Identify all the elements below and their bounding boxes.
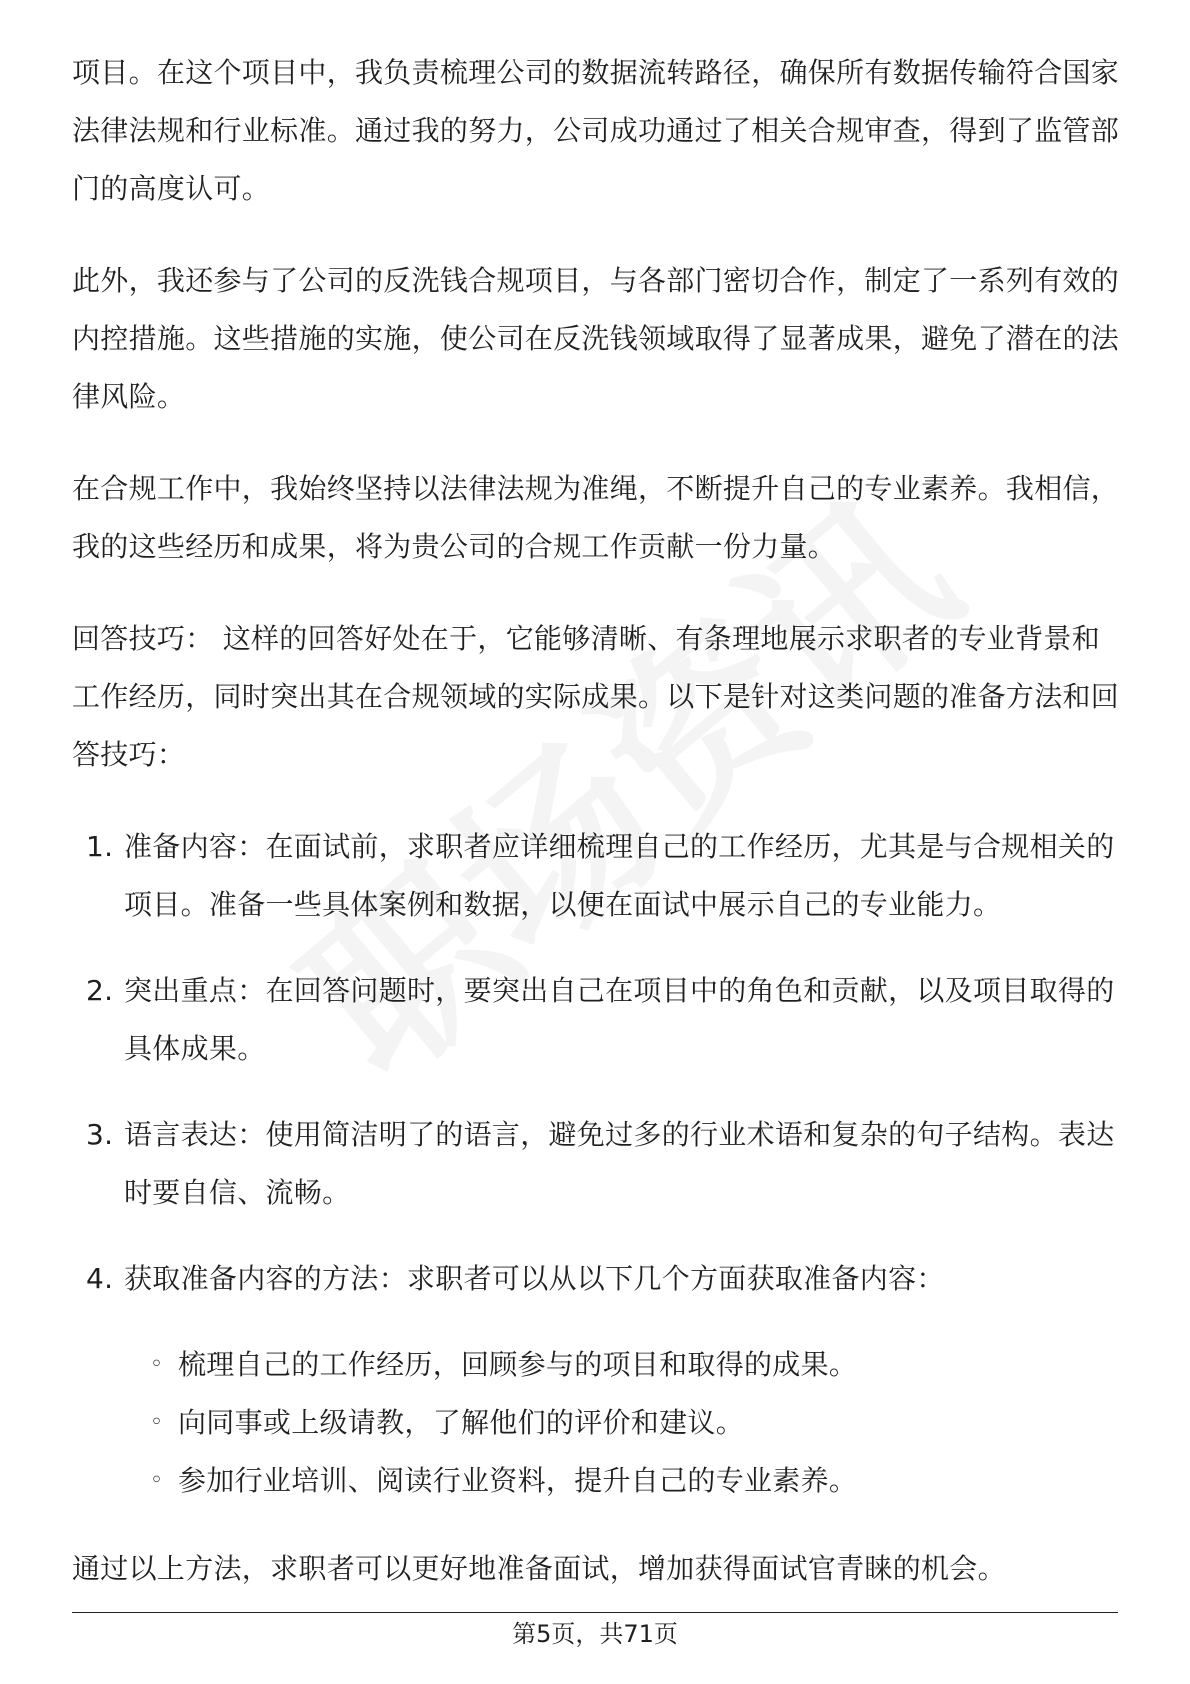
sub-list-item-2 — [72, 1394, 1122, 1452]
bullet-icon: ◦ — [150, 1468, 164, 1493]
page-number: 第5页，共71页 — [512, 1620, 678, 1648]
bullet-icon: ◦ — [150, 1410, 164, 1435]
sub-list-item-text: 向同事或上级请教，了解他们的评价和建议。 — [178, 1406, 745, 1439]
list-item-1 — [72, 818, 1122, 934]
list-number: 3. — [86, 1118, 114, 1151]
list-item-2 — [72, 962, 1122, 1078]
sub-list-item-text: 参加行业培训、阅读行业资料，提升自己的专业素养。 — [178, 1464, 858, 1497]
list-item-3 — [72, 1106, 1122, 1222]
list-number: 1. — [86, 830, 114, 863]
sub-list-item-text: 梳理自己的工作经历，回顾参与的项目和取得的成果。 — [178, 1348, 858, 1381]
list-item-text: 突出重点：在回答问题时，要突出自己在项目中的角色和贡献，以及项目取得的具体成果。 — [124, 974, 1115, 1065]
ordered-list — [72, 818, 1122, 1308]
list-item-text: 语言表达：使用简洁明了的语言，避免过多的行业术语和复杂的句子结构。表达时要自信、流畅。 — [124, 1118, 1115, 1209]
page-content — [72, 44, 1122, 1632]
list-item-4 — [72, 1250, 1122, 1308]
list-number: 4. — [86, 1262, 114, 1295]
sub-list-item-3 — [72, 1452, 1122, 1510]
paragraph-2: 此外，我还参与了公司的反洗钱合规项目，与各部门密切合作，制定了一系列有效的内控措施。这些措施的实施，使公司在反洗钱领域取得了显著成果，避免了潜在的法律风险。 — [72, 264, 1120, 413]
paragraph-3: 在合规工作中，我始终坚持以法律法规为准绳，不断提升自己的专业素养。我相信，我的这些经历和成果，将为贵公司的合规工作贡献一份力量。 — [72, 472, 1120, 563]
list-number: 2. — [86, 974, 114, 1007]
sub-list-item-1 — [72, 1336, 1122, 1394]
paragraph-4: 回答技巧： 这样的回答好处在于，它能够清晰、有条理地展示求职者的专业背景和工作经历，同时突出其在合规领域的实际成果。以下是针对这类问题的准备方法和回答技巧： — [72, 622, 1120, 771]
sub-list — [72, 1336, 1122, 1510]
footer-divider — [72, 1612, 1118, 1613]
list-item-text: 准备内容：在面试前，求职者应详细梳理自己的工作经历，尤其是与合规相关的项目。准备一些具体案例和数据，以便在面试中展示自己的专业能力。 — [124, 830, 1115, 921]
list-item-text: 获取准备内容的方法：求职者可以从以下几个方面获取准备内容： — [124, 1262, 945, 1295]
paragraph-1: 项目。在这个项目中，我负责梳理公司的数据流转路径，确保所有数据传输符合国家法律法规和行业标准。通过我的努力，公司成功通过了相关合规审查，得到了监管部门的高度认可。 — [72, 56, 1120, 205]
closing-paragraph: 通过以上方法，求职者可以更好地准备面试，增加获得面试官青睐的机会。 — [72, 1552, 1006, 1585]
bullet-icon: ◦ — [150, 1352, 164, 1377]
